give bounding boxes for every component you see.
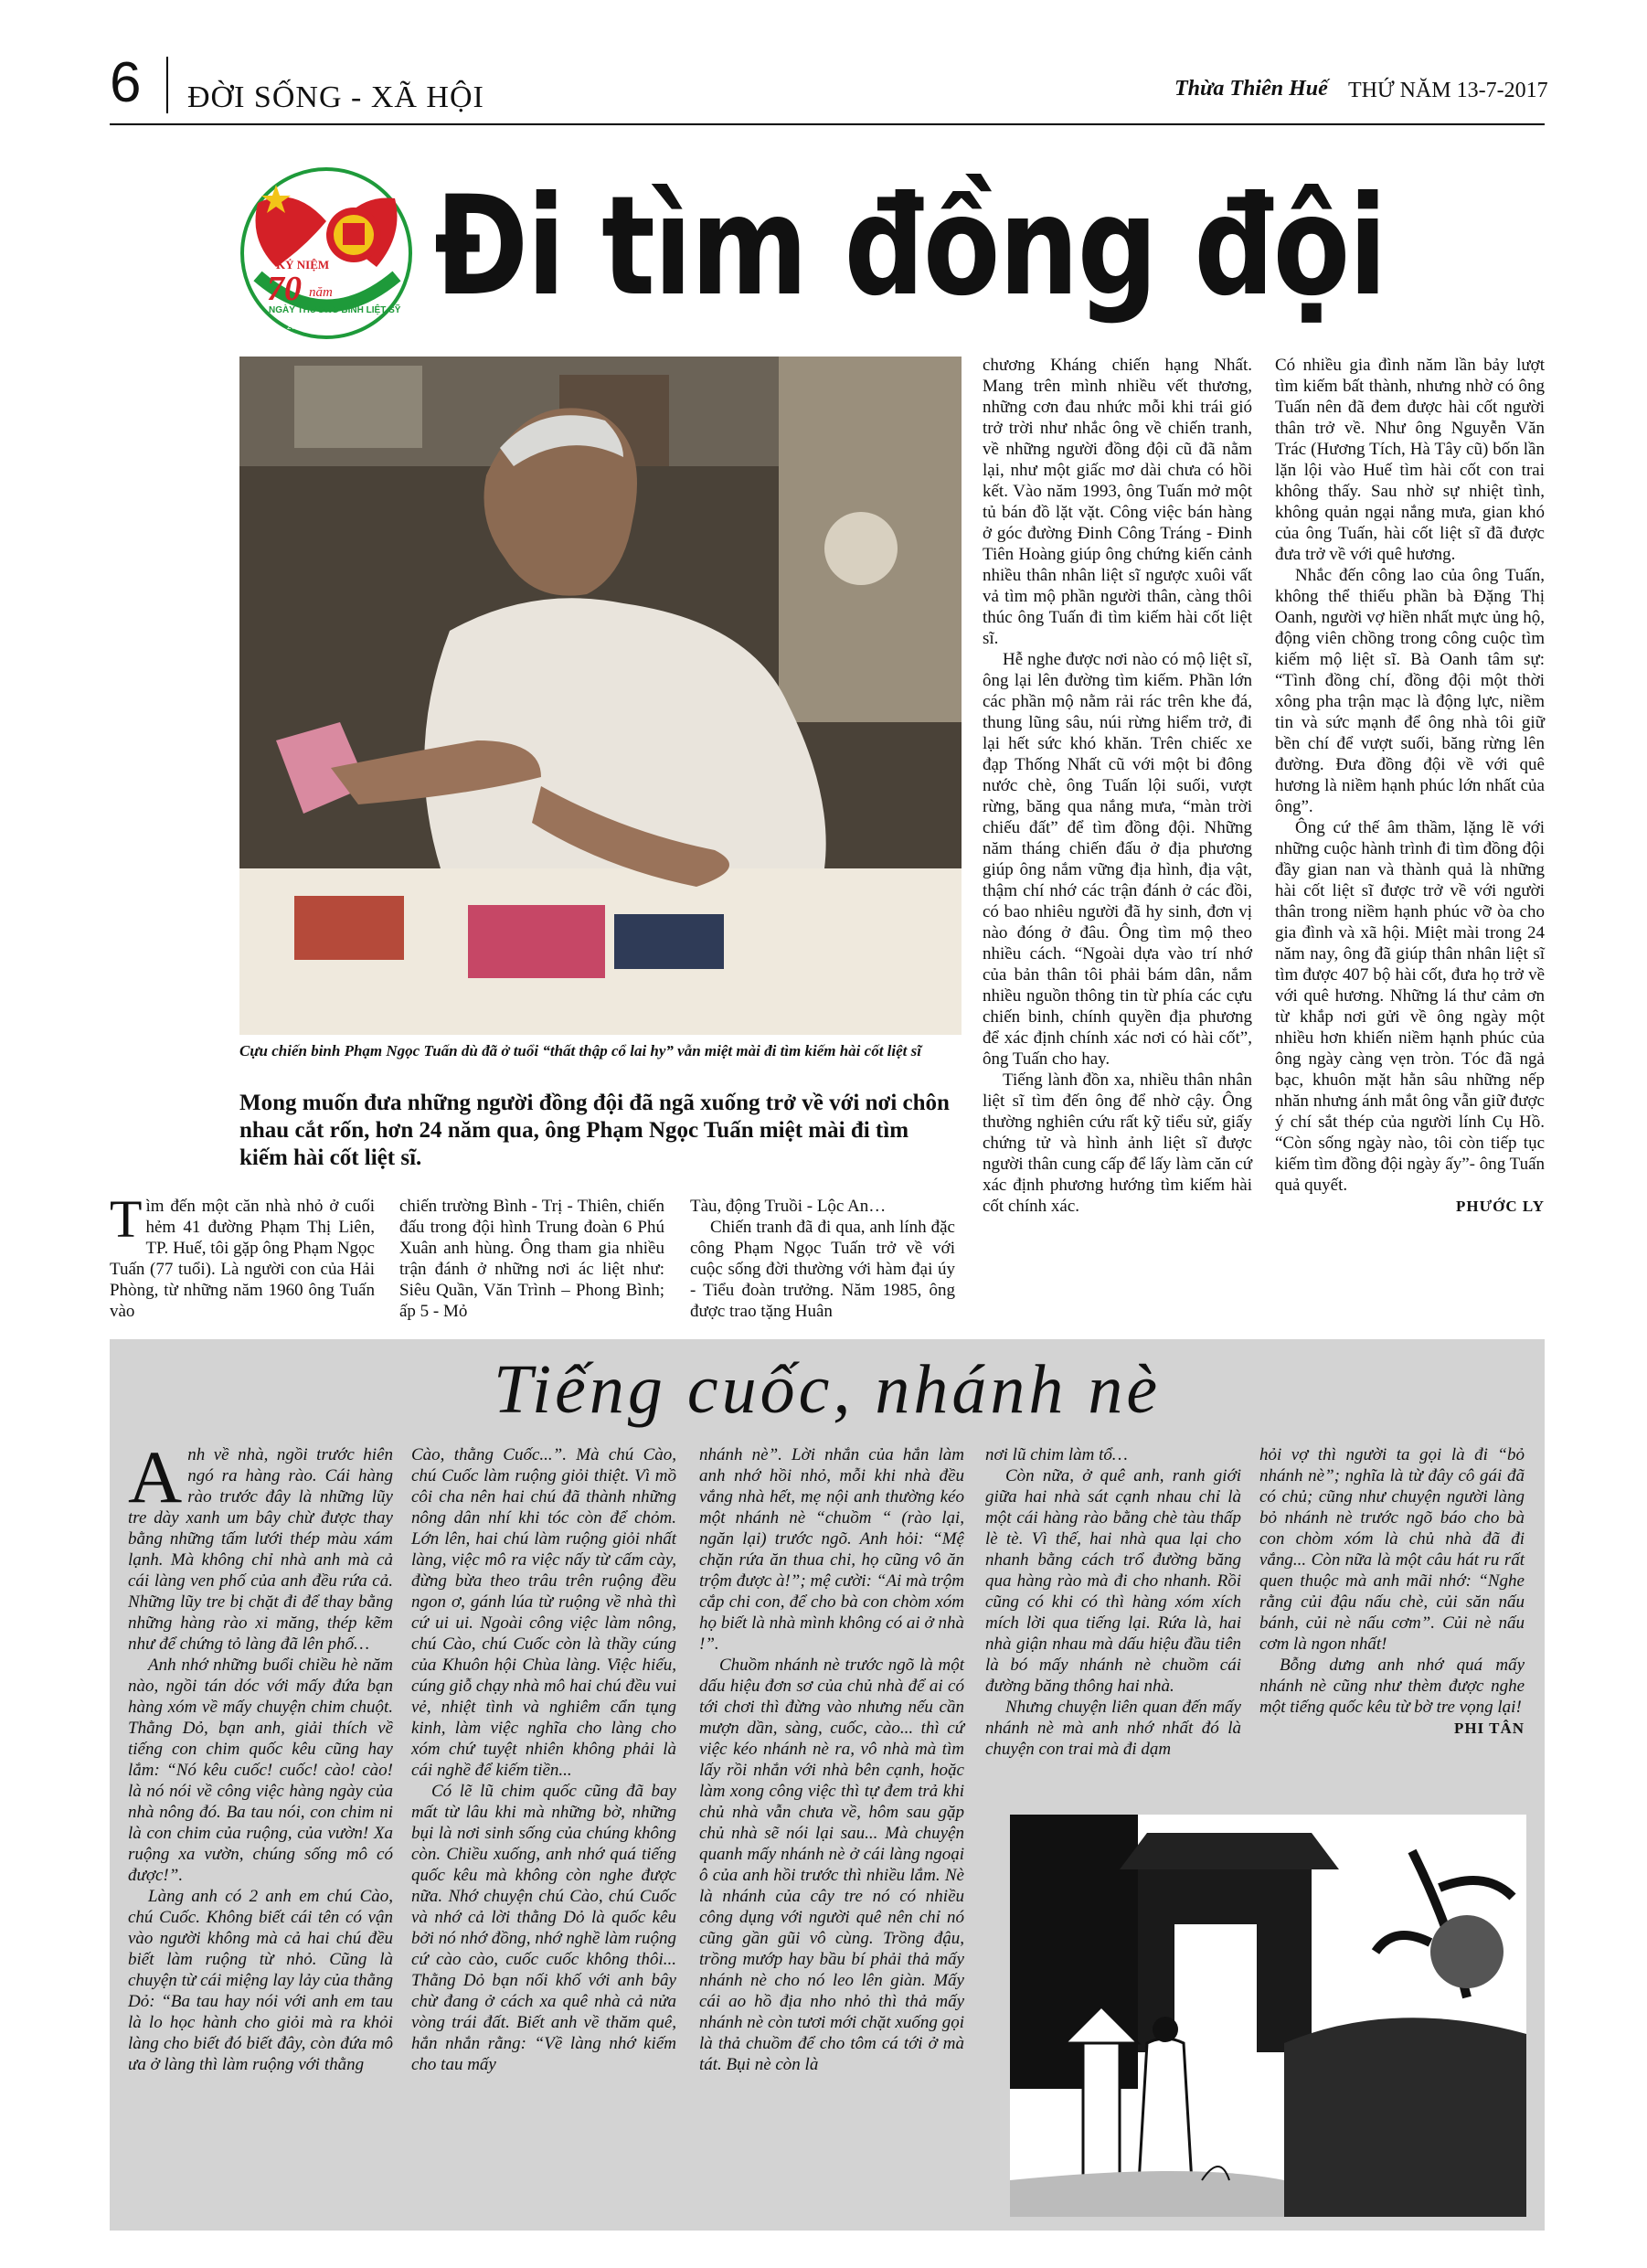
article2-title: Tiếng cuốc, nhánh nè bbox=[493, 1351, 1162, 1428]
logo-line1: KỶ NIỆM bbox=[276, 258, 330, 272]
article2-column-1 bbox=[128, 1435, 393, 2075]
article1-column-1 bbox=[110, 1189, 375, 1322]
paragraph: Còn nữa, ở quê anh, ranh giới giữa hai nhà sát cạnh nhau chỉ là một cái hàng rào bằng chè tàu thấp lè tè. Vì thế, hai nhà qua lại cho nhanh bằng cách trổ đường băng qua hàng rào mà đi cho nhanh. Rồi cũng có khi có thì hàng xóm xích mích lời qua tiếng lại. Rứa là, hai nhà giận nhau mà dấu hiệu đầu tiên là bó mấy nhánh nè chuồm cái đường băng thông hai nhà. bbox=[985, 1466, 1241, 1696]
article2-column-3 bbox=[699, 1444, 964, 2075]
paragraph: Bỗng dưng anh nhớ quá mấy nhánh nè cũng như thèm được nghe một tiếng quốc kêu từ bờ tre vọng lại! bbox=[1259, 1656, 1525, 1717]
article1-column-5 bbox=[1275, 355, 1545, 1217]
paragraph: nh về nhà, ngồi trước hiên ngó ra hàng rào. Cái hàng rào trước đây là những lũy tre dày xanh um bây chừ được thay bằng những tấm lưới thép màu xám lạnh. Mà không chỉ nhà anh mà cả cái làng ven phố của anh đều rứa cả. Những lũy tre bị chặt đi để thay bằng những hàng rào xi măng, thép kẽm như để chứng tỏ làng đã lên phố… bbox=[128, 1445, 393, 1654]
paragraph: hỏi vợ thì người ta gọi là đi “bỏ nhánh nè”; nghĩa là từ đây cô gái đã có chủ; cũng như chuyện người làng bỏ nhánh nè trước ngõ báo cho bà con chòm xóm là chủ nhà đã đi vắng... Còn nữa là một câu hát ru rất quen thuộc mà anh mãi nhớ: “Nghe rằng củi đậu nấu chè, củi săn nấu bánh, củi nè nấu cơm”. Củi nè nấu cơm là ngon nhất! bbox=[1259, 1445, 1525, 1654]
paragraph: ìm đến một căn nhà nhỏ ở cuối hẻm 41 đường Phạm Thị Liên, TP. Huế, tôi gặp ông Phạm Ngọc Tuấn (77 tuổi). Là người con của Hải Phòng, từ những năm 1960 ông Tuấn vào bbox=[110, 1197, 375, 1321]
paragraph: chiến trường Bình - Trị - Thiên, chiến đấu trong đội hình Trung đoàn 6 Phú Xuân anh hùng. Ông tham gia nhiều trận đánh ở những nơi ác liệt như: Siêu Quần, Văn Trình – Phong Bình; ấp 5 - Mỏ bbox=[399, 1197, 664, 1321]
dropcap: A bbox=[128, 1435, 183, 1518]
paragraph: Chiến tranh đã đi qua, anh lính đặc công Phạm Ngọc Tuấn trở về với cuộc sống đời thường với hàm đại úy - Tiểu đoàn trưởng. Năm 1985, ông được trao tặng Huân bbox=[690, 1218, 955, 1321]
paragraph: Tàu, động Truồi - Lộc An… bbox=[690, 1197, 887, 1216]
article2-column-5 bbox=[1259, 1444, 1525, 1739]
paragraph: Anh nhớ những buổi chiều hè năm nào, ngồi tán dóc với mấy đứa bạn hàng xóm về mấy chuyện chim chuột. Thằng Dỏ, bạn anh, giải thích về tiếng con chim quốc kêu cũng hay lắm: “Nó kêu cuốc! cuốc! cào! cào! là nó nói về công việc hàng ngày của nhà nông đó. Ba tau nói, con chim ni là con chim của ruộng, của vườn! Xa ruộng xa vườn, chúng sống mô có được!”. bbox=[128, 1656, 393, 1885]
article1-author: PHƯỚC LY bbox=[1456, 1198, 1545, 1215]
paragraph: Có lẽ lũ chim quốc cũng đã bay mất từ lâu khi mà những bờ, những bụi là nơi sinh sống của chúng không còn. Chiều xuống, anh nhớ quá tiếng quốc kêu mà không còn nghe được nữa. Nhớ chuyện chú Cào, chú Cuốc và nhớ cả lời thằng Dỏ là quốc kêu bởi nó nhớ đồng, nhớ nghề làm ruộng cứ cào cào, cuốc cuốc không thôi... Thằng Dỏ bạn nối khố với anh bây chừ đang ở cách xa quê nhà cả nửa vòng trái đất. Biết anh về thăm quê, hắn nhắn rằng: “Về làng nhớ kiếm cho tau mấy bbox=[411, 1782, 676, 2074]
logo-line2: 70 bbox=[267, 270, 302, 308]
paragraph: Tiếng lành đồn xa, nhiều thân nhân liệt sĩ tìm đến ông để nhờ cậy. Ông thường nghiên cứu rất kỹ tiểu sử, giấy chứng tử và hình ảnh liệt sĩ được người thân cung cấp để lấy làm căn cứ xác định phương hướng tìm kiếm hài cốt chính xác. bbox=[983, 1070, 1252, 1216]
veteran-photo bbox=[239, 357, 962, 1035]
logo-line2b: năm bbox=[309, 285, 333, 300]
article2-column-2 bbox=[411, 1444, 676, 2075]
article2-author: PHI TÂN bbox=[1453, 1720, 1525, 1737]
paragraph: Chuồm nhánh nè trước ngõ là một dấu hiệu đơn sơ của chủ nhà để ai có tới chơi thì đừng vào nhưng nếu cần mượn dần, sàng, cuốc, cào... thì cứ việc kéo nhánh nè ra, vô nhà mà tìm lấy rồi nhắn với nhà bên cạnh, hoặc làm xong công việc thì tự đem trả khi chủ nhà vẫn chưa về, hôm sau gặp chủ nhà sẽ nói lại sau... Mà chuyện quanh mấy nhánh nè ở cái làng ngoại ô của anh hồi trước thì nhiều lắm. Nè là nhánh của cây tre nó có nhiều công dụng với người quê nên chỉ nó cũng gần gũi vô cùng. Trồng đậu, trồng mướp hay bầu bí phải thả mấy nhánh nè cho nó leo lên giàn. Mấy cái ao hồ địa nho nhỏ thì thả mấy nhánh nè còn tươi mới chặt xuống gọi là thả chuồm để cho tôm cá tới ở mà tát. Bụi nè còn là bbox=[699, 1656, 964, 2074]
anniversary-70-logo bbox=[239, 166, 413, 340]
page-number: 6 bbox=[110, 51, 142, 114]
newspaper-name: Thừa Thiên Huế bbox=[1174, 77, 1328, 101]
section-title: ĐỜI SỐNG - XÃ HỘI bbox=[187, 80, 484, 114]
article-sapo: Mong muốn đưa những người đồng đội đã ngã xuống trở về với nơi chôn nhau cắt rốn, hơn 24 năm qua, ông Phạm Ngọc Tuấn miệt mài đi tìm kiếm hài cốt liệt sĩ. bbox=[239, 1091, 950, 1170]
village-illustration bbox=[1010, 1815, 1526, 2217]
header-divider bbox=[166, 57, 168, 113]
paragraph: chương Kháng chiến hạng Nhất. Mang trên mình nhiều vết thương, những cơn đau nhức mỗi khi trái gió trở trời như nhắc ông về chiến tranh, về những người đồng đội cũ đã nằm lại, như một giấc mơ dài chưa có hồi kết. Vào năm 1993, ông Tuấn mở một tủ bán đồ lặt vặt. Công việc bán hàng ở góc đường Đinh Công Tráng - Đinh Tiên Hoàng giúp ông chứng kiến cảnh nhiều thân nhân liệt sĩ ngược xuôi vất vả tìm mộ phần người thân, càng thôi thúc ông Tuấn đi tìm kiếm hài cốt liệt sĩ. bbox=[983, 356, 1252, 648]
header-rule bbox=[110, 123, 1545, 125]
paragraph: Cào, thằng Cuốc...”. Mà chú Cào, chú Cuốc làm ruộng giỏi thiệt. Vì mồ côi cha nên hai chú đã thành những nông dân nhí khi tóc còn để chỏm. Lớn lên, hai chú làm ruộng giỏi nhất làng, việc mô ra việc nấy từ cấm cày, đừng bừa theo trâu trên ruộng đều ngon ơ, gánh lúa từ ruộng về nhà thì cứ ui ui. Ngoài công việc làm nông, chú Cào, chú Cuốc còn là thầy cúng của Khuôn hội Chùa làng. Việc hiếu, cúng giỗ chạy nhà mô hai chú đều vui vẻ, nhiệt tình và nghiêm cẩn tụng kinh, làm việc nghĩa cho làng cho xóm chứ tuyệt nhiên không phải là cái nghề để kiếm tiền... bbox=[411, 1445, 676, 1780]
article1-column-3 bbox=[690, 1196, 955, 1322]
paragraph: Nhưng chuyện liên quan đến mấy nhánh nè mà anh nhớ nhất đó là chuyện con trai mà đi dạm bbox=[985, 1698, 1241, 1759]
paragraph: Làng anh có 2 anh em chú Cào, chú Cuốc. Không biết cái tên có vận vào người không mà cả hai chú đều biết làm ruộng từ nhỏ. Cũng là chuyện từ cái miệng lay lảy của thằng Dỏ: “Ba tau hay nói với anh em tau là lo học hành cho giỏi mà ra khỏi làng cho biết đó biết đây, còn đứa mô ưa ở làng thì làm ruộng với thằng bbox=[128, 1887, 393, 2074]
paragraph: Ông cứ thế âm thầm, lặng lẽ với những cuộc hành trình đi tìm đồng đội đầy gian nan và thành quả là những hài cốt liệt sĩ được trở về với người thân trong niềm hạnh phúc vỡ òa cho gia đình và xã hội. Miệt mài trong 24 năm nay, ông đã giúp thân nhân liệt sĩ tìm được 407 bộ hài cốt, đưa họ trở về với quê hương. Những lá thư cảm ơn từ khắp nơi gửi về ông ngày một nhiều hơn khiến niềm hạnh phúc của ông ngày càng vẹn tròn. Tóc đã ngả bạc, khuôn mặt hằn sâu những nếp nhăn nhưng ánh mắt ông vẫn giữ được ý chí sắt thép của người lính Cụ Hồ. “Còn sống ngày nào, tôi còn tiếp tục kiếm tìm đồng đội ngày ấy”- ông Tuấn quả quyết. bbox=[1275, 818, 1546, 1195]
issue-date: THỨ NĂM 13-7-2017 bbox=[1348, 79, 1548, 102]
paragraph: Có nhiều gia đình năm lần bảy lượt tìm kiếm bất thành, nhưng nhờ có ông Tuấn nên đã đem được hài cốt người thân trở về. Như ông Nguyễn Văn Trác (Hương Tích, Hà Tây cũ) bốn lần lặn lội vào Huế tìm hài cốt con trai không thấy. Sau nhờ sự nhiệt tình, không quản ngại nắng mưa, gian khó của ông Tuấn, hài cốt liệt sĩ đã được đưa trở về với quê hương. bbox=[1275, 356, 1545, 564]
paragraph: nhánh nè”. Lời nhắn của hắn làm anh nhớ hồi nhỏ, mỗi khi nhà đều vắng nhà hết, mẹ nội anh thường kéo một nhánh nè “chuồm “ (rào lại, ngăn lại) trước ngõ. Anh hỏi: “Mệ chặn rứa ăn thua chi, họ cũng vô ăn trộm được à!”; mệ cười: “Ai mà trộm cắp chi con, để cho bà con chòm xóm họ biết là nhà mình không có ai ở nhà !”. bbox=[699, 1445, 964, 1654]
photo-caption: Cựu chiến binh Phạm Ngọc Tuấn dù đã ở tuổi “thất thập cổ lai hy” vẫn miệt mài đi tìm kiếm hài cốt liệt sĩ bbox=[239, 1042, 921, 1059]
paragraph: Nhắc đến công lao của ông Tuấn, không thể thiếu phần bà Đặng Thị Oanh, người vợ hiền nhất mực ủng hộ, động viên chồng trong công cuộc tìm kiếm mộ liệt sĩ. Bà Oanh tâm sự: “Tình đồng chí, đồng đội một thời xông pha trận mạc là động lực, niềm tin và sức mạnh để ông nhà tôi giữ bền chí để vượt suối, băng rừng lên đường. Đưa đồng đội về với quê hương là niềm hạnh phúc lớn nhất của ông”. bbox=[1275, 566, 1545, 816]
paragraph: Hễ nghe được nơi nào có mộ liệt sĩ, ông lại lên đường tìm kiếm. Phần lớn các phần mộ nằm rải rác trên khe đá, thung lũng sâu, núi rừng hiểm trở, đi lại hết sức khó khăn. Trên chiếc xe đạp Thống Nhất cũ với một bi đông nước chè, ông Tuấn lội suối, vượt rừng, băng qua nắng mưa, “màn trời chiếu đất” để tìm đồng đội. Những năm tháng chiến đấu ở địa phương giúp ông nắm vững địa hình, địa vật, thậm chí nhớ các trận đánh ở các đồi, có bao nhiêu người đã hy sinh, đơn vị nào đóng ở đâu. Ông tìm mộ theo nhiều cách. “Ngoài dựa vào trí nhớ của bản thân tôi phải bám dân, nắm nhiều nguồn thông tin từ phía các cựu chiến binh, chính quyền địa phương để xác định chính xác nơi có hài cốt”, ông Tuấn cho hay. bbox=[983, 650, 1252, 1069]
logo-line4: 27/7/1947 - 27/7/2017 bbox=[287, 323, 359, 331]
paragraph: nơi lũ chim làm tổ… bbox=[985, 1445, 1128, 1464]
dropcap: T bbox=[110, 1189, 143, 1249]
article1-column-4 bbox=[983, 355, 1252, 1217]
article-title: Đi tìm đồng đội bbox=[434, 167, 1387, 326]
article1-column-2 bbox=[399, 1196, 664, 1322]
article2-column-4 bbox=[985, 1444, 1241, 1760]
logo-line3: NGÀY THƯƠNG BINH LIỆT SỸ bbox=[269, 305, 401, 315]
